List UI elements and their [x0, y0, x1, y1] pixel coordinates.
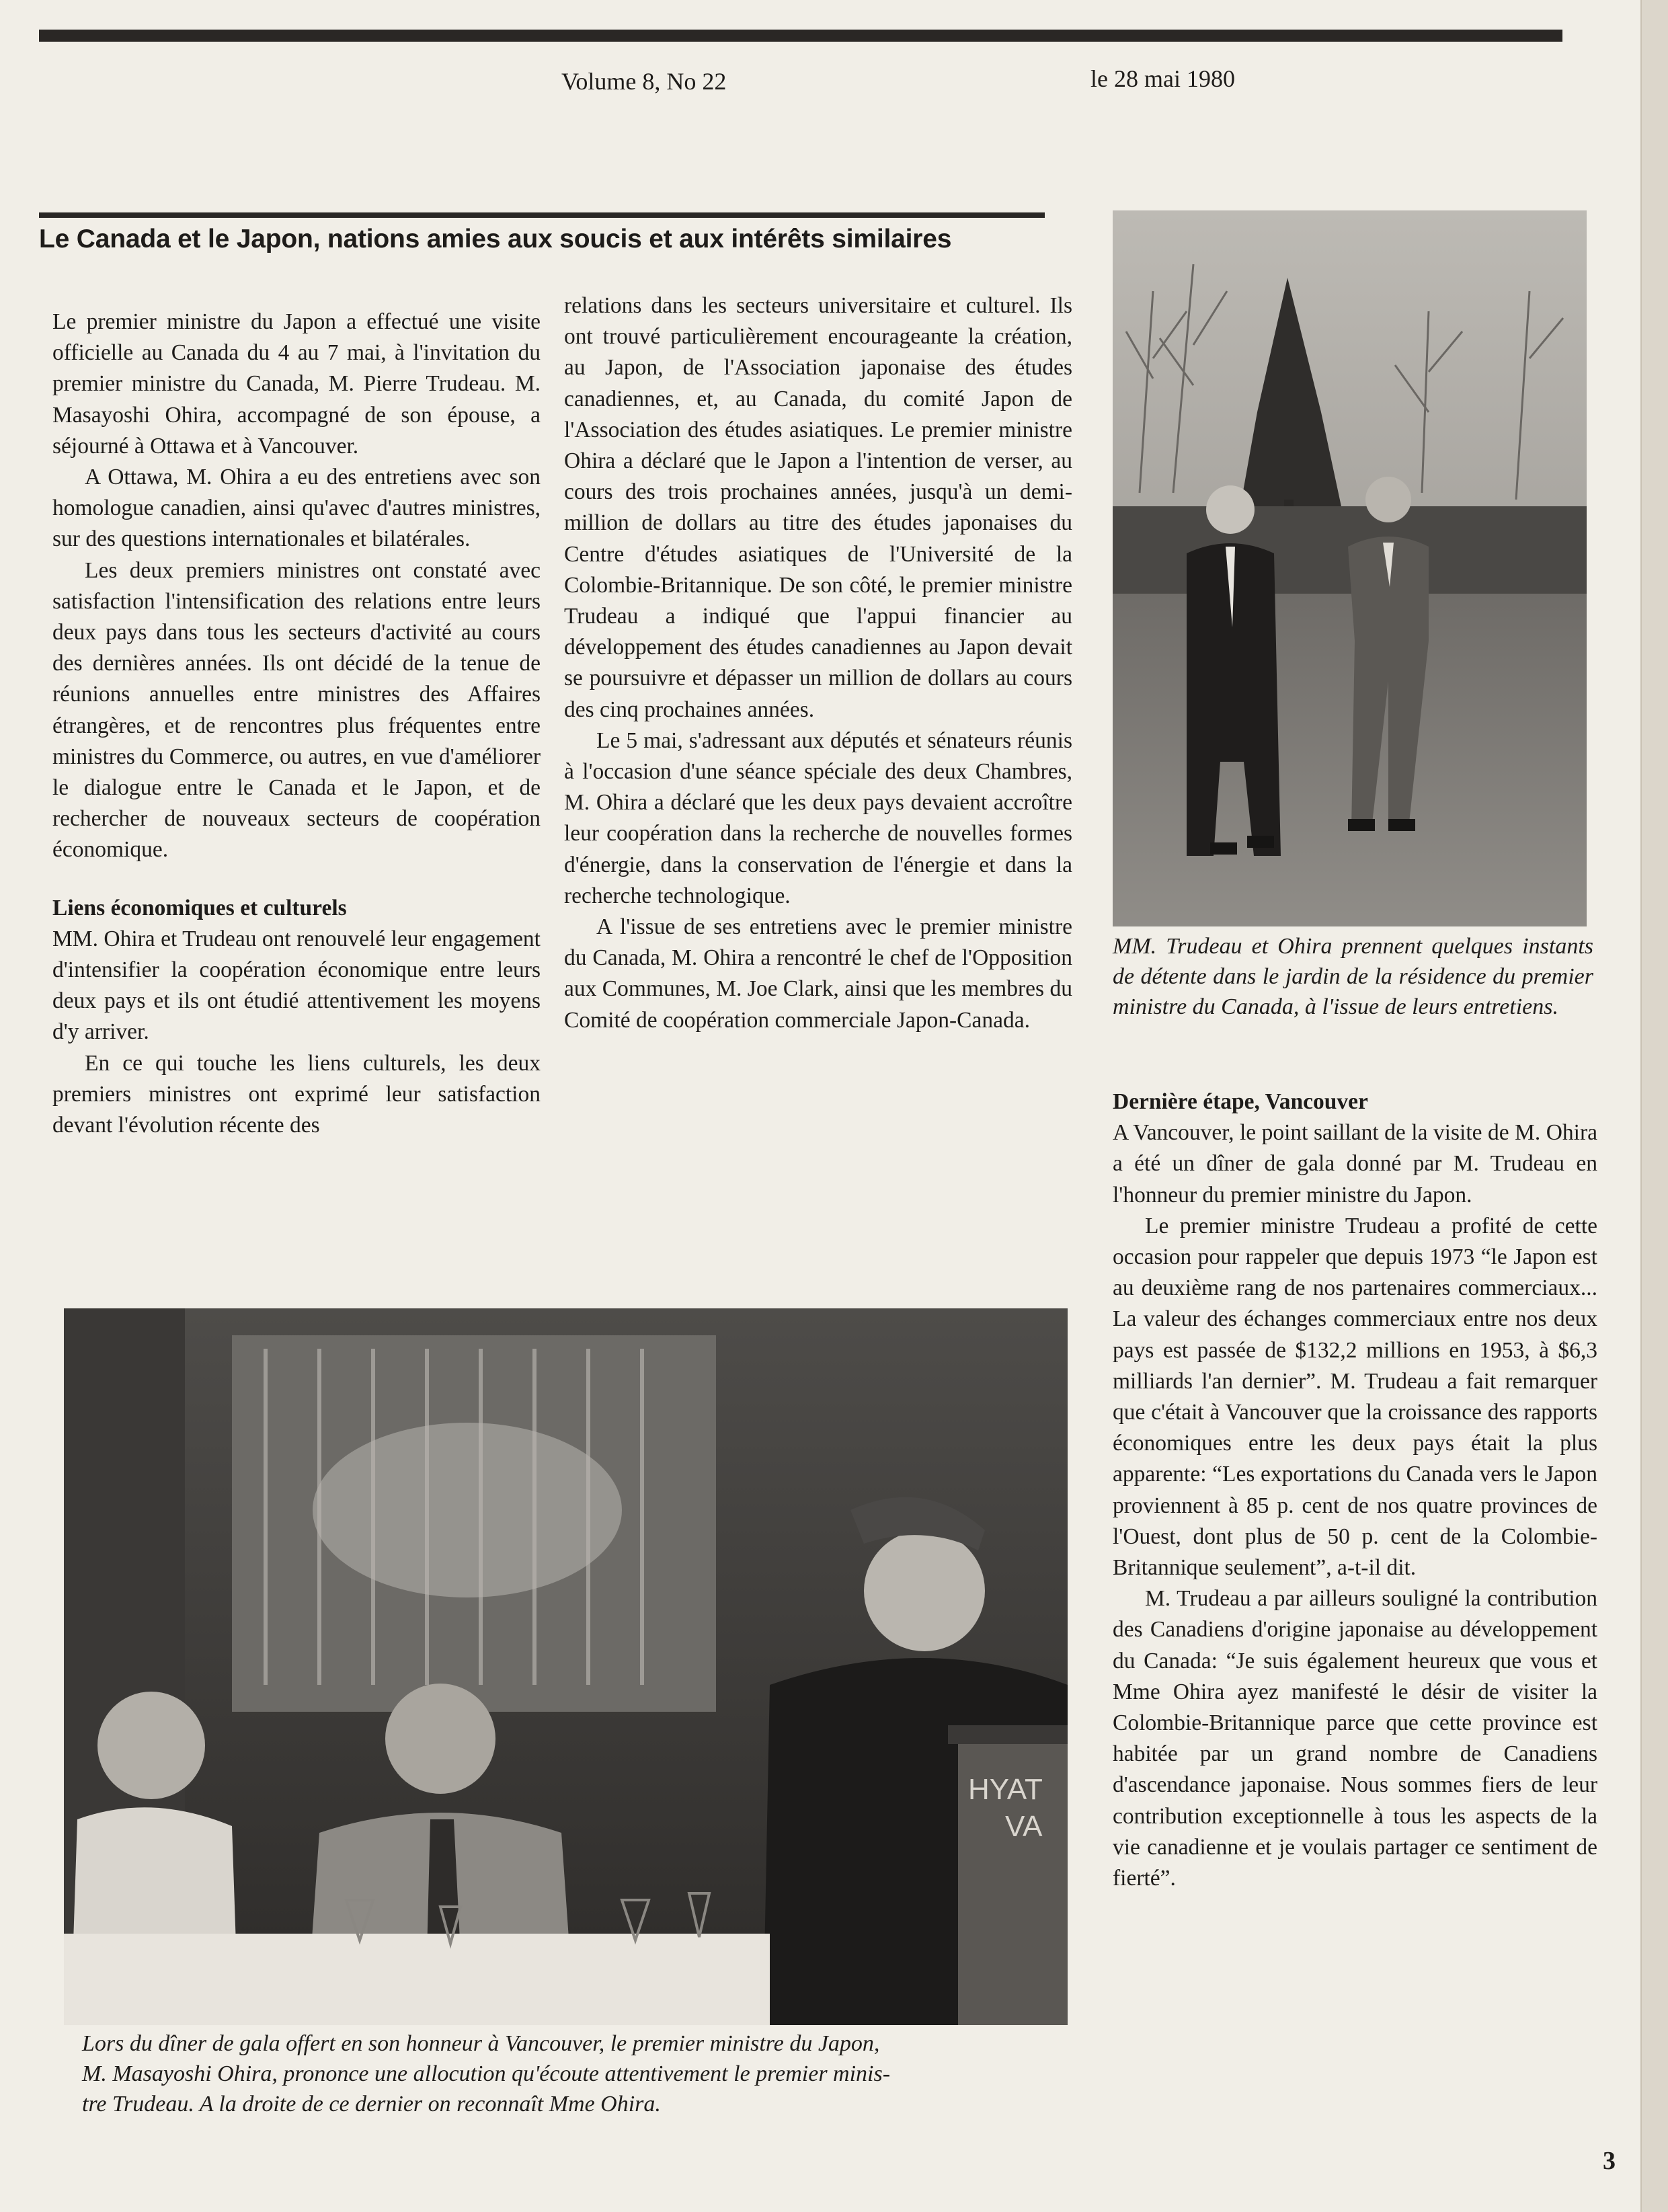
- caption-line: M. Masayoshi Ohira, prononce une allocution qu'écoute attentivement le premier minis-: [82, 2061, 891, 2086]
- paragraph: A Ottawa, M. Ohira a eu des entretiens avec son homologue canadien, ainsi qu'avec d'autres ministres, sur des questions internationales et bilatérales.: [52, 465, 541, 552]
- article-column-2: [564, 290, 1072, 1036]
- issue-date: le 28 mai 1980: [1090, 65, 1235, 92]
- page-number: 3: [1603, 2147, 1616, 2175]
- masthead-rule: [39, 30, 1562, 42]
- paragraph: MM. Ohira et Trudeau ont renouvelé leur engagement d'intensifier la coopération économique entre leurs deux pays et ils ont étudié attentivement les moyens d'y arriver.: [52, 926, 541, 1045]
- photo-garden-trudeau-ohira: [1113, 210, 1587, 926]
- paragraph: M. Trudeau a par ailleurs souligné la contribution des Canadiens d'origine japonaise au développement du Canada: “Je suis également heureux que vous et Mme Ohira ayez manifesté le désir de visiter la Colombie-Britannique parce que cette province est habitée par un grand nombre de Canadiens d'ascendance japonaise. Nous sommes fiers de leur contribution exceptionnelle à tous les aspects de la vie canadienne et je voulais partager ce sentiment de fierté”.: [1113, 1586, 1597, 1891]
- paragraph: relations dans les secteurs universitaire et culturel. Ils ont trouvé particulièrement encourageante la création, au Japon, de l'Association japonaise des études canadiennes, et, au Canada, du comité Japon de l'Association des études asiatiques. Le premier ministre Ohira a déclaré que le Japon a l'intention de verser, au cours des trois prochaines années, jusqu'à un demi-million de dollars au titre des études japonaises du Centre d'études asiatiques de l'Université de la Colombie-Britannique. De son côté, le premier ministre Trudeau a indiqué que l'appui financier au développement des études canadiennes au Japon devait se poursuivre et dépasser un million de dollars au cours des cinq prochaines années.: [564, 293, 1072, 722]
- photo-gala-dinner-vancouver: [64, 1308, 1068, 2025]
- page-edge: [1640, 0, 1668, 2212]
- paragraph: Le 5 mai, s'adressant aux députés et sénateurs réunis à l'occasion d'une séance spéciale des deux Chambres, M. Ohira a déclaré que les deux pays devaient accroître leur coopération dans la recherche de nouvelles formes d'énergie, dans la conservation de l'énergie et dans la recherche technologique.: [564, 727, 1072, 908]
- podium-sign-line1: HYAT: [968, 1773, 1043, 1806]
- subheading-vancouver: Dernière étape, Vancouver: [1113, 1089, 1368, 1114]
- caption-garden-photo: MM. Trudeau et Ohira prennent quelques instants de détente dans le jardin de la résidence du premier ministre du Canada, à l'issue de leurs entretiens.: [1113, 934, 1593, 1019]
- headline-rule: [39, 212, 1045, 218]
- paragraph: A Vancouver, le point saillant de la visite de M. Ohira a été un dîner de gala donné par M. Trudeau en l'honneur du premier ministre du Japon.: [1113, 1120, 1597, 1208]
- caption-line: Lors du dîner de gala offert en son honneur à Vancouver, le premier ministre du Japon,: [82, 2031, 880, 2056]
- caption-line: tre Trudeau. A la droite de ce dernier on reconnaît Mme Ohira.: [82, 2092, 661, 2117]
- podium-sign-line2: VA: [1005, 1810, 1043, 1843]
- issue-volume: Volume 8, No 22: [561, 68, 727, 95]
- paragraph: En ce qui touche les liens culturels, les deux premiers ministres ont exprimé leur satisfaction devant l'évolution récente des: [52, 1050, 541, 1138]
- caption-dinner-photo: [82, 2028, 1070, 2119]
- article-headline: Le Canada et le Japon, nations amies aux soucis et aux intérêts similaires: [39, 225, 952, 253]
- paragraph: Les deux premiers ministres ont constaté avec satisfaction l'intensification des relations entre leurs deux pays dans tous les secteurs d'activité au cours des dernières années. Ils ont décidé de la tenue de réunions annuelles entre ministres des Affaires étrangères, et de rencontres plus fréquentes entre ministres du Commerce, ou autres, en vue d'améliorer le dialogue entre le Canada et le Japon, et de rechercher de nouveaux secteurs de coopération économique.: [52, 557, 541, 863]
- paragraph: A l'issue de ses entretiens avec le premier ministre du Canada, M. Ohira a rencontré le chef de l'Opposition aux Communes, M. Joe Clark, ainsi que les membres du Comité de coopération commerciale Japon-Canada.: [564, 914, 1072, 1033]
- article-column-1: [52, 307, 541, 1141]
- subheading-economic-cultural: Liens économiques et culturels: [52, 895, 347, 920]
- paragraph: Le premier ministre Trudeau a profité de cette occasion pour rappeler que depuis 1973 “le Japon est au deuxième rang de nos partenaires commerciaux... La valeur des échanges commerciaux entre nos deux pays est passée de $132,2 millions en 1953, à $6,3 milliards l'an dernier”. M. Trudeau a fait remarquer que c'était à Vancouver que la croissance des rapports économiques entre les deux pays était la plus apparente: “Les exportations du Canada vers le Japon proviennent à 85 p. cent de nos quatre provinces de l'Ouest, dont plus de 50 p. cent de la Colombie-Britannique seulement”, a-t-il dit.: [1113, 1213, 1597, 1581]
- article-column-3: [1113, 1087, 1597, 1894]
- paragraph: Le premier ministre du Japon a effectué une visite officielle au Canada du 4 au 7 mai, à l'invitation du premier ministre du Canada, M. Pierre Trudeau. M. Masayoshi Ohira, accompagné de son épouse, a séjourné à Ottawa et à Vancouver.: [52, 309, 541, 459]
